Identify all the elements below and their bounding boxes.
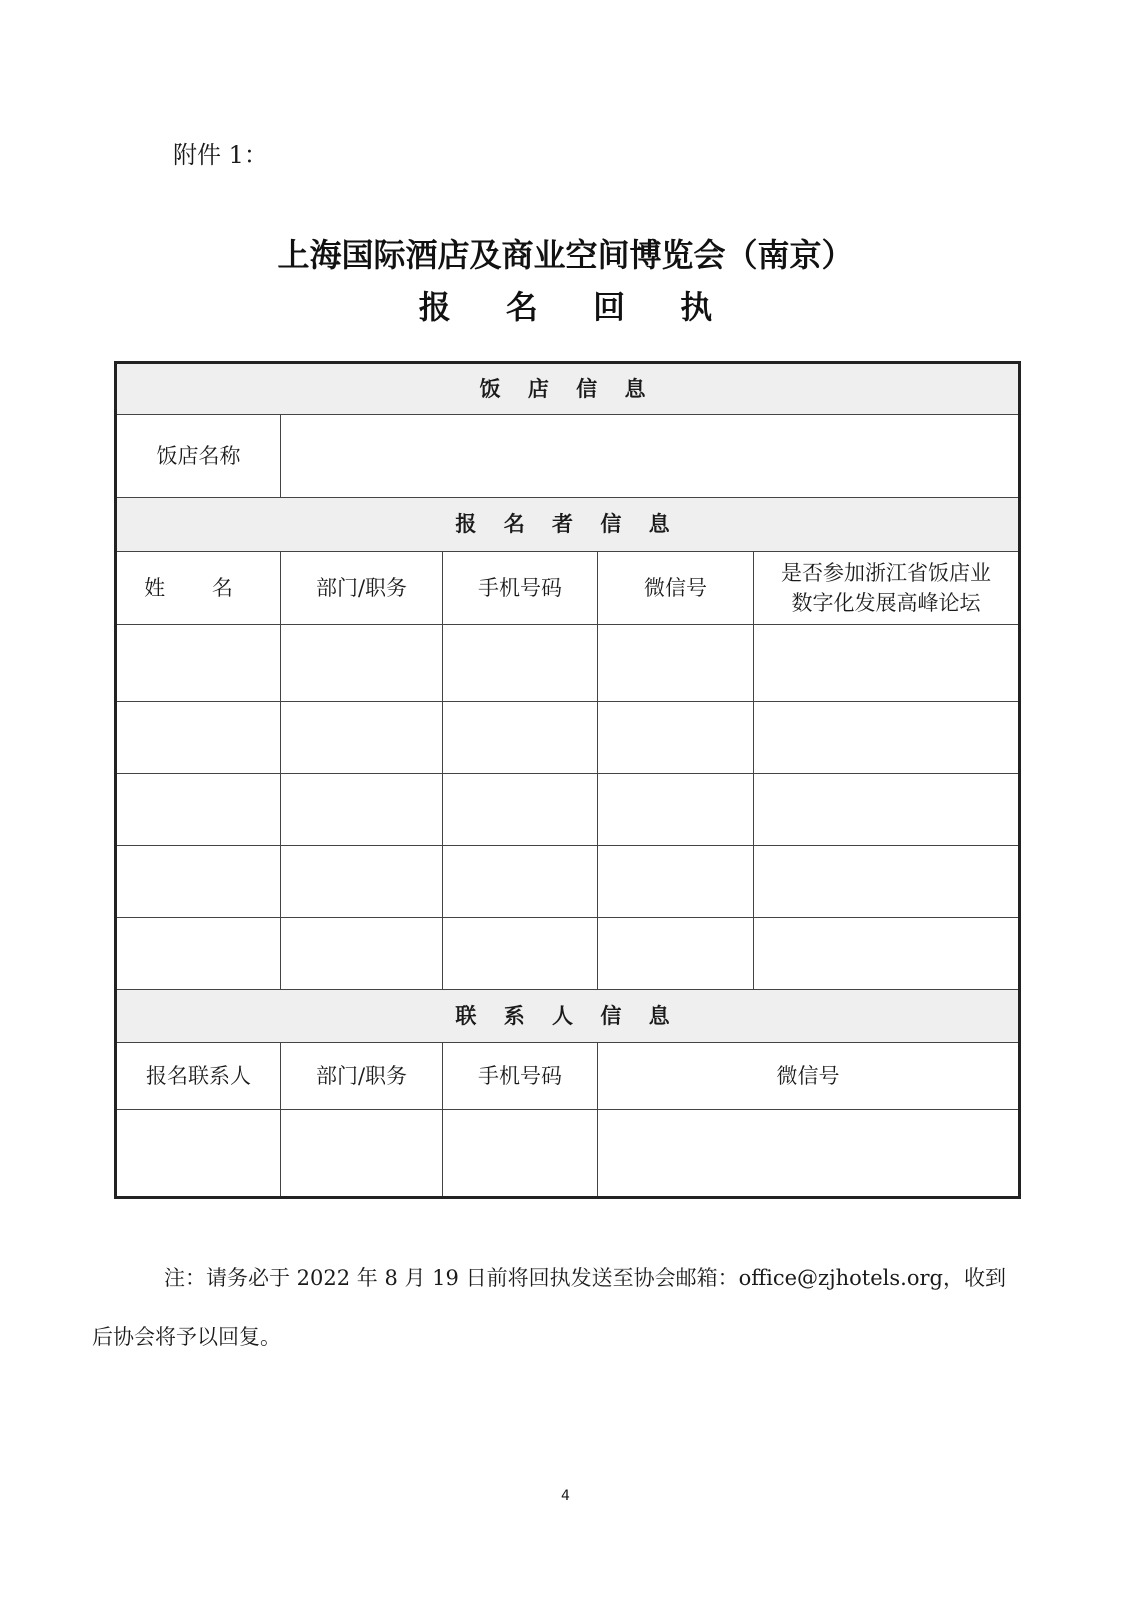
registrant-phone-cell[interactable] bbox=[443, 702, 598, 774]
document-subtitle: 报 名 回 执 bbox=[418, 288, 735, 326]
note-line-1: 注：请务必于 2022 年 8 月 19 日前将回执发送至协会邮箱：office@zjhotels.org，收到 bbox=[164, 1266, 1006, 1290]
header-contact-phone: 手机号码 bbox=[443, 1043, 598, 1110]
registrant-wechat-cell[interactable] bbox=[598, 918, 754, 990]
hotel-name-label: 饭店名称 bbox=[116, 415, 281, 498]
registrant-forum-cell[interactable] bbox=[754, 774, 1020, 846]
document-title: 上海国际酒店及商业空间博览会（南京） bbox=[277, 236, 854, 274]
page-number: 4 bbox=[561, 1488, 570, 1504]
header-contact-dept: 部门/职务 bbox=[281, 1043, 443, 1110]
registrant-phone-cell[interactable] bbox=[443, 774, 598, 846]
section-header-contact-info: 联 系 人 信 息 bbox=[116, 990, 1020, 1043]
registrant-dept-cell[interactable] bbox=[281, 918, 443, 990]
contact-person-cell[interactable] bbox=[116, 1110, 281, 1198]
registrant-name-cell[interactable] bbox=[116, 774, 281, 846]
section-row-registrant bbox=[116, 498, 1020, 552]
registrant-dept-cell[interactable] bbox=[281, 846, 443, 918]
hotel-name-row bbox=[116, 415, 1020, 498]
contact-header-row bbox=[116, 1043, 1020, 1110]
registrant-header-row bbox=[116, 552, 1020, 625]
header-contact-wechat: 微信号 bbox=[598, 1043, 1020, 1110]
registrant-wechat-cell[interactable] bbox=[598, 702, 754, 774]
header-name-text: 姓 名 bbox=[144, 575, 253, 600]
header-wechat: 微信号 bbox=[598, 552, 754, 625]
registrant-row bbox=[116, 918, 1020, 990]
registrant-row bbox=[116, 702, 1020, 774]
contact-dept-cell[interactable] bbox=[281, 1110, 443, 1198]
header-forum-line2: 数字化发展高峰论坛 bbox=[791, 591, 981, 615]
section-header-registrant-info: 报 名 者 信 息 bbox=[116, 498, 1020, 552]
header-dept: 部门/职务 bbox=[281, 552, 443, 625]
registrant-dept-cell[interactable] bbox=[281, 702, 443, 774]
registrant-dept-cell[interactable] bbox=[281, 625, 443, 702]
contact-row bbox=[116, 1110, 1020, 1198]
registrant-name-cell[interactable] bbox=[116, 702, 281, 774]
hotel-name-field[interactable] bbox=[281, 415, 1020, 498]
registrant-name-cell[interactable] bbox=[116, 918, 281, 990]
header-forum bbox=[754, 552, 1020, 625]
registrant-name-cell[interactable] bbox=[116, 846, 281, 918]
registrant-forum-cell[interactable] bbox=[754, 625, 1020, 702]
header-contact-person: 报名联系人 bbox=[116, 1043, 281, 1110]
registrant-dept-cell[interactable] bbox=[281, 774, 443, 846]
header-phone: 手机号码 bbox=[443, 552, 598, 625]
registrant-row bbox=[116, 846, 1020, 918]
registrant-phone-cell[interactable] bbox=[443, 625, 598, 702]
section-header-hotel-info: 饭 店 信 息 bbox=[116, 363, 1020, 415]
header-name bbox=[116, 552, 281, 625]
attachment-label: 附件 1： bbox=[173, 141, 268, 169]
registrant-row bbox=[116, 774, 1020, 846]
registrant-wechat-cell[interactable] bbox=[598, 625, 754, 702]
registrant-wechat-cell[interactable] bbox=[598, 846, 754, 918]
registrant-phone-cell[interactable] bbox=[443, 918, 598, 990]
registrant-row bbox=[116, 625, 1020, 702]
registrant-forum-cell[interactable] bbox=[754, 702, 1020, 774]
section-row-contact bbox=[116, 990, 1020, 1043]
registrant-name-cell[interactable] bbox=[116, 625, 281, 702]
registrant-forum-cell[interactable] bbox=[754, 918, 1020, 990]
contact-wechat-cell[interactable] bbox=[598, 1110, 1020, 1198]
header-forum-line1: 是否参加浙江省饭店业 bbox=[781, 560, 992, 585]
registrant-phone-cell[interactable] bbox=[443, 846, 598, 918]
section-row-hotel bbox=[116, 363, 1020, 415]
registrant-forum-cell[interactable] bbox=[754, 846, 1020, 918]
note-line-2: 后协会将予以回复。 bbox=[92, 1325, 281, 1349]
registrant-wechat-cell[interactable] bbox=[598, 774, 754, 846]
contact-phone-cell[interactable] bbox=[443, 1110, 598, 1198]
registration-form-table bbox=[114, 361, 1021, 1199]
